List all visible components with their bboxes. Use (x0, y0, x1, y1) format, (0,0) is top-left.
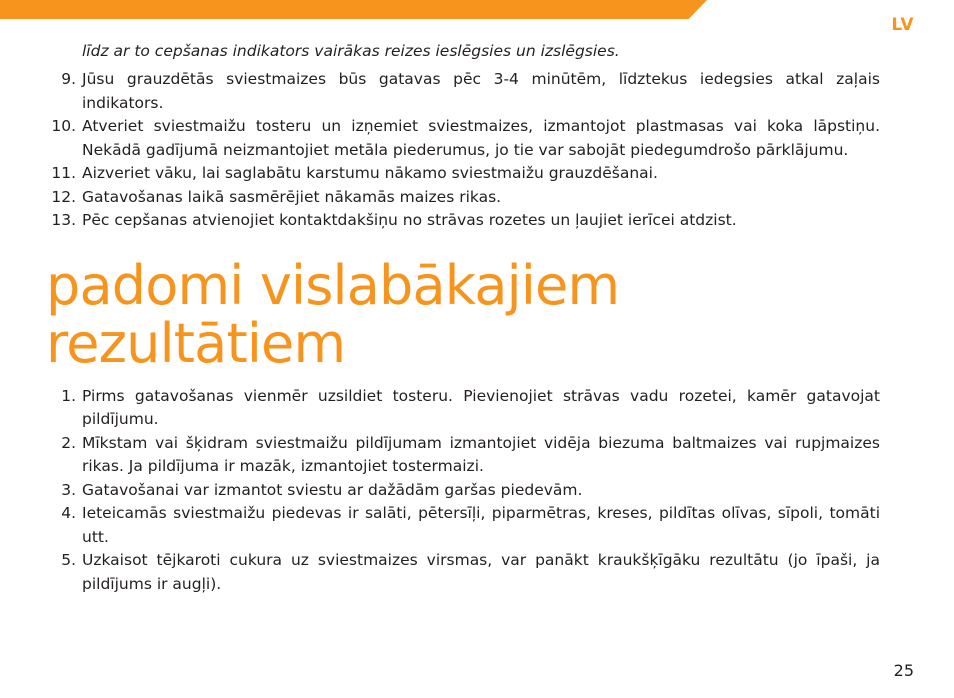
list-number: 10. (51, 117, 76, 135)
list-item (46, 186, 880, 210)
list-item (46, 209, 880, 233)
tips-list (46, 385, 880, 597)
list-item (46, 432, 880, 479)
list-item (46, 115, 880, 162)
list-text: Pēc cepšanas atvienojiet kontaktdakšiņu no strāvas rozetes un ļaujiet ierīcei atdzist. (82, 211, 737, 229)
page-number: 25 (893, 661, 914, 680)
steps-list (46, 68, 880, 233)
list-text: Jūsu grauzdētās sviestmaizes būs gatavas pēc 3-4 minūtēm, līdztekus iedegsies atkal zaļais indikators. (82, 70, 880, 112)
list-text: Aizveriet vāku, lai saglabātu karstumu nākamo sviestmaižu grauzdēšanai. (82, 164, 658, 182)
list-number: 2. (61, 433, 76, 452)
list-number: 9. (61, 70, 76, 88)
list-number: 4. (61, 504, 76, 522)
list-item (46, 502, 880, 549)
section-title-line-2: rezultātiem (46, 311, 346, 375)
list-item (46, 385, 880, 432)
list-text: Gatavošanai var izmantot sviestu ar dažādām garšas piedevām. (82, 480, 583, 499)
list-number: 13. (51, 211, 76, 229)
list-item (46, 549, 880, 596)
section-title-line-1: padomi vislabākajiem (46, 253, 620, 317)
list-number: 1. (61, 386, 76, 405)
list-item (46, 479, 880, 503)
language-tag: LV (891, 15, 914, 35)
header-accent-bar (0, 0, 707, 19)
list-number: 11. (51, 164, 76, 182)
section-title (46, 253, 880, 375)
list-number: 3. (61, 480, 76, 499)
list-text: Atveriet sviestmaižu tosteru un izņemiet sviestmaizes, izmantojot plastmasas vai koka lāpstiņu. Nekādā gadījumā neizmantojiet metāla piederumus, jo tie var sabojāt piedegumdrošo pārklājumu. (82, 117, 880, 159)
list-text: Mīkstam vai šķidram sviestmaižu pildījumam izmantojiet vidēja biezuma baltmaizes vai rupjmaizes rikas. Ja pildījuma ir mazāk, izmantojiet tostermaizi. (82, 433, 880, 475)
list-item (46, 68, 880, 115)
list-text: Pirms gatavošanas vienmēr uzsildiet tosteru. Pievienojiet strāvas vadu rozetei, kamēr gatavojat pildījumu. (82, 386, 880, 428)
list-number: 5. (61, 551, 76, 569)
list-number: 12. (51, 187, 76, 206)
list-text: Uzkaisot tējkaroti cukura uz sviestmaizes virsmas, var panākt kraukšķīgāku rezultātu (jo īpaši, ja pildījums ir augļi). (82, 551, 880, 593)
list-text: Ieteicamās sviestmaižu piedevas ir salāti, pētersīļi, piparmētras, kreses, pildītas olīvas, sīpoli, tomāti utt. (82, 504, 880, 546)
list-text: Gatavošanas laikā sasmērējiet nākamās maizes rikas. (82, 187, 502, 206)
list-item (46, 162, 880, 186)
continuation-text: līdz ar to cepšanas indikators vairākas reizes ieslēgsies un izslēgsies. (82, 42, 620, 60)
page-content (46, 40, 880, 596)
